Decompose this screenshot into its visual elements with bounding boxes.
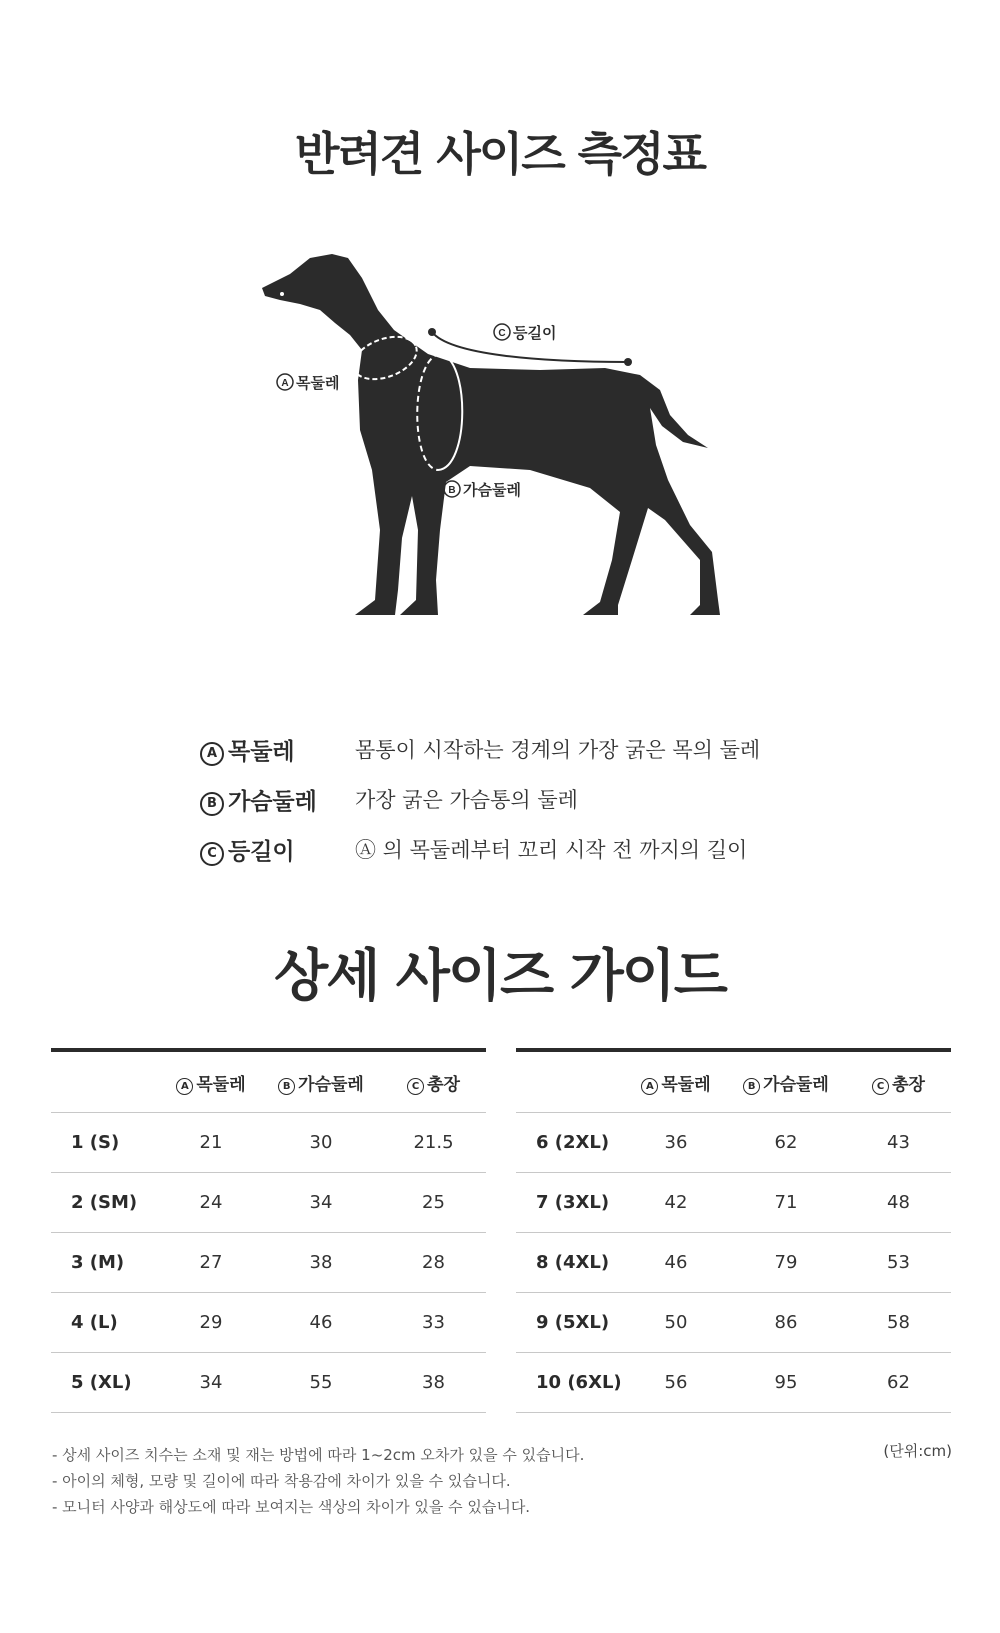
cell-length: 38 bbox=[381, 1353, 486, 1413]
cell-size: 4 (L) bbox=[51, 1293, 161, 1353]
label-chest bbox=[444, 481, 521, 499]
size-table-left bbox=[51, 1048, 486, 1413]
legend-name: 가슴둘레 bbox=[228, 788, 317, 815]
cell-length: 58 bbox=[846, 1293, 951, 1353]
cell-chest: 86 bbox=[726, 1293, 846, 1353]
label-back-length bbox=[494, 324, 556, 342]
cell-chest: 38 bbox=[261, 1233, 381, 1293]
cell-chest: 30 bbox=[261, 1113, 381, 1173]
label-neck bbox=[277, 374, 339, 392]
note-item: - 모니터 사양과 해상도에 따라 보여지는 색상의 차이가 있을 수 있습니다. bbox=[52, 1498, 531, 1516]
cell-size: 7 (3XL) bbox=[516, 1173, 626, 1233]
table-row bbox=[51, 1233, 486, 1293]
table-row bbox=[51, 1353, 486, 1413]
cell-size: 8 (4XL) bbox=[516, 1233, 626, 1293]
legend-name: 등길이 bbox=[228, 838, 295, 865]
cell-neck: 21 bbox=[161, 1113, 261, 1173]
cell-neck: 36 bbox=[626, 1113, 726, 1173]
label-back-mark: C bbox=[498, 328, 506, 339]
cell-chest: 62 bbox=[726, 1113, 846, 1173]
cell-neck: 24 bbox=[161, 1173, 261, 1233]
header-length: C 총장 bbox=[381, 1050, 486, 1113]
cell-chest: 55 bbox=[261, 1353, 381, 1413]
header-length: C 총장 bbox=[846, 1050, 951, 1113]
cell-length: 33 bbox=[381, 1293, 486, 1353]
label-chest-mark: B bbox=[448, 485, 456, 496]
notes bbox=[52, 1442, 584, 1520]
cell-neck: 56 bbox=[626, 1353, 726, 1413]
header-neck: A 목둘레 bbox=[161, 1050, 261, 1113]
cell-size: 9 (5XL) bbox=[516, 1293, 626, 1353]
cell-length: 53 bbox=[846, 1233, 951, 1293]
header-size bbox=[516, 1050, 626, 1113]
legend-name: 목둘레 bbox=[228, 738, 295, 765]
cell-size: 6 (2XL) bbox=[516, 1113, 626, 1173]
size-table-right bbox=[516, 1048, 951, 1413]
legend-desc: 몸통이 시작하는 경계의 가장 굵은 목의 둘레 bbox=[355, 738, 761, 762]
cell-size: 2 (SM) bbox=[51, 1173, 161, 1233]
cell-chest: 79 bbox=[726, 1233, 846, 1293]
dog-silhouette bbox=[262, 254, 720, 615]
cell-length: 21.5 bbox=[381, 1113, 486, 1173]
legend-row-back bbox=[200, 824, 820, 874]
cell-neck: 29 bbox=[161, 1293, 261, 1353]
table-header-row bbox=[516, 1050, 951, 1113]
legend-row-neck bbox=[200, 724, 820, 774]
cell-length: 25 bbox=[381, 1173, 486, 1233]
legend-desc: Ⓐ 의 목둘레부터 꼬리 시작 전 까지의 길이 bbox=[355, 838, 748, 862]
header-neck: A 목둘레 bbox=[626, 1050, 726, 1113]
legend-mark-c: C bbox=[200, 842, 224, 866]
page-title: 반려견 사이즈 측정표 bbox=[295, 127, 705, 181]
cell-length: 48 bbox=[846, 1173, 951, 1233]
note-item: - 상세 사이즈 치수는 소재 및 재는 방법에 따라 1~2cm 오차가 있을 수 있습니다. bbox=[52, 1446, 585, 1464]
cell-neck: 50 bbox=[626, 1293, 726, 1353]
dog-eye bbox=[280, 292, 284, 296]
table-row bbox=[51, 1173, 486, 1233]
legend-mark-b: B bbox=[200, 792, 224, 816]
guide-title: 상세 사이즈 가이드 bbox=[274, 944, 726, 1009]
unit-label: (단위:cm) bbox=[883, 1442, 952, 1460]
cell-neck: 46 bbox=[626, 1233, 726, 1293]
table-row bbox=[516, 1173, 951, 1233]
table-row bbox=[516, 1353, 951, 1413]
note-item: - 아이의 체형, 모량 및 길이에 따라 착용감에 차이가 있을 수 있습니다. bbox=[52, 1472, 511, 1490]
cell-chest: 46 bbox=[261, 1293, 381, 1353]
header-size bbox=[51, 1050, 161, 1113]
cell-size: 10 (6XL) bbox=[516, 1353, 626, 1413]
table-row bbox=[516, 1233, 951, 1293]
dog-measurement-diagram bbox=[0, 230, 1000, 670]
cell-chest: 71 bbox=[726, 1173, 846, 1233]
table-header-row bbox=[51, 1050, 486, 1113]
cell-neck: 42 bbox=[626, 1173, 726, 1233]
legend-row-chest bbox=[200, 774, 820, 824]
cell-size: 1 (S) bbox=[51, 1113, 161, 1173]
label-back-text: 등길이 bbox=[513, 324, 557, 342]
header-chest: B 가슴둘레 bbox=[261, 1050, 381, 1113]
table-row bbox=[516, 1293, 951, 1353]
legend-desc: 가장 굵은 가슴통의 둘레 bbox=[355, 788, 578, 812]
legend-mark-a: A bbox=[200, 742, 224, 766]
header-chest: B 가슴둘레 bbox=[726, 1050, 846, 1113]
measurement-legend bbox=[200, 724, 820, 874]
label-neck-mark: A bbox=[281, 378, 289, 389]
label-chest-text: 가슴둘레 bbox=[463, 481, 521, 499]
table-row bbox=[51, 1293, 486, 1353]
cell-chest: 34 bbox=[261, 1173, 381, 1233]
cell-length: 62 bbox=[846, 1353, 951, 1413]
table-row bbox=[51, 1113, 486, 1173]
cell-chest: 95 bbox=[726, 1353, 846, 1413]
back-length-dot-end bbox=[624, 358, 632, 366]
cell-length: 43 bbox=[846, 1113, 951, 1173]
cell-neck: 34 bbox=[161, 1353, 261, 1413]
cell-length: 28 bbox=[381, 1233, 486, 1293]
label-neck-text: 목둘레 bbox=[296, 374, 340, 392]
table-row bbox=[516, 1113, 951, 1173]
cell-size: 5 (XL) bbox=[51, 1353, 161, 1413]
cell-neck: 27 bbox=[161, 1233, 261, 1293]
cell-size: 3 (M) bbox=[51, 1233, 161, 1293]
